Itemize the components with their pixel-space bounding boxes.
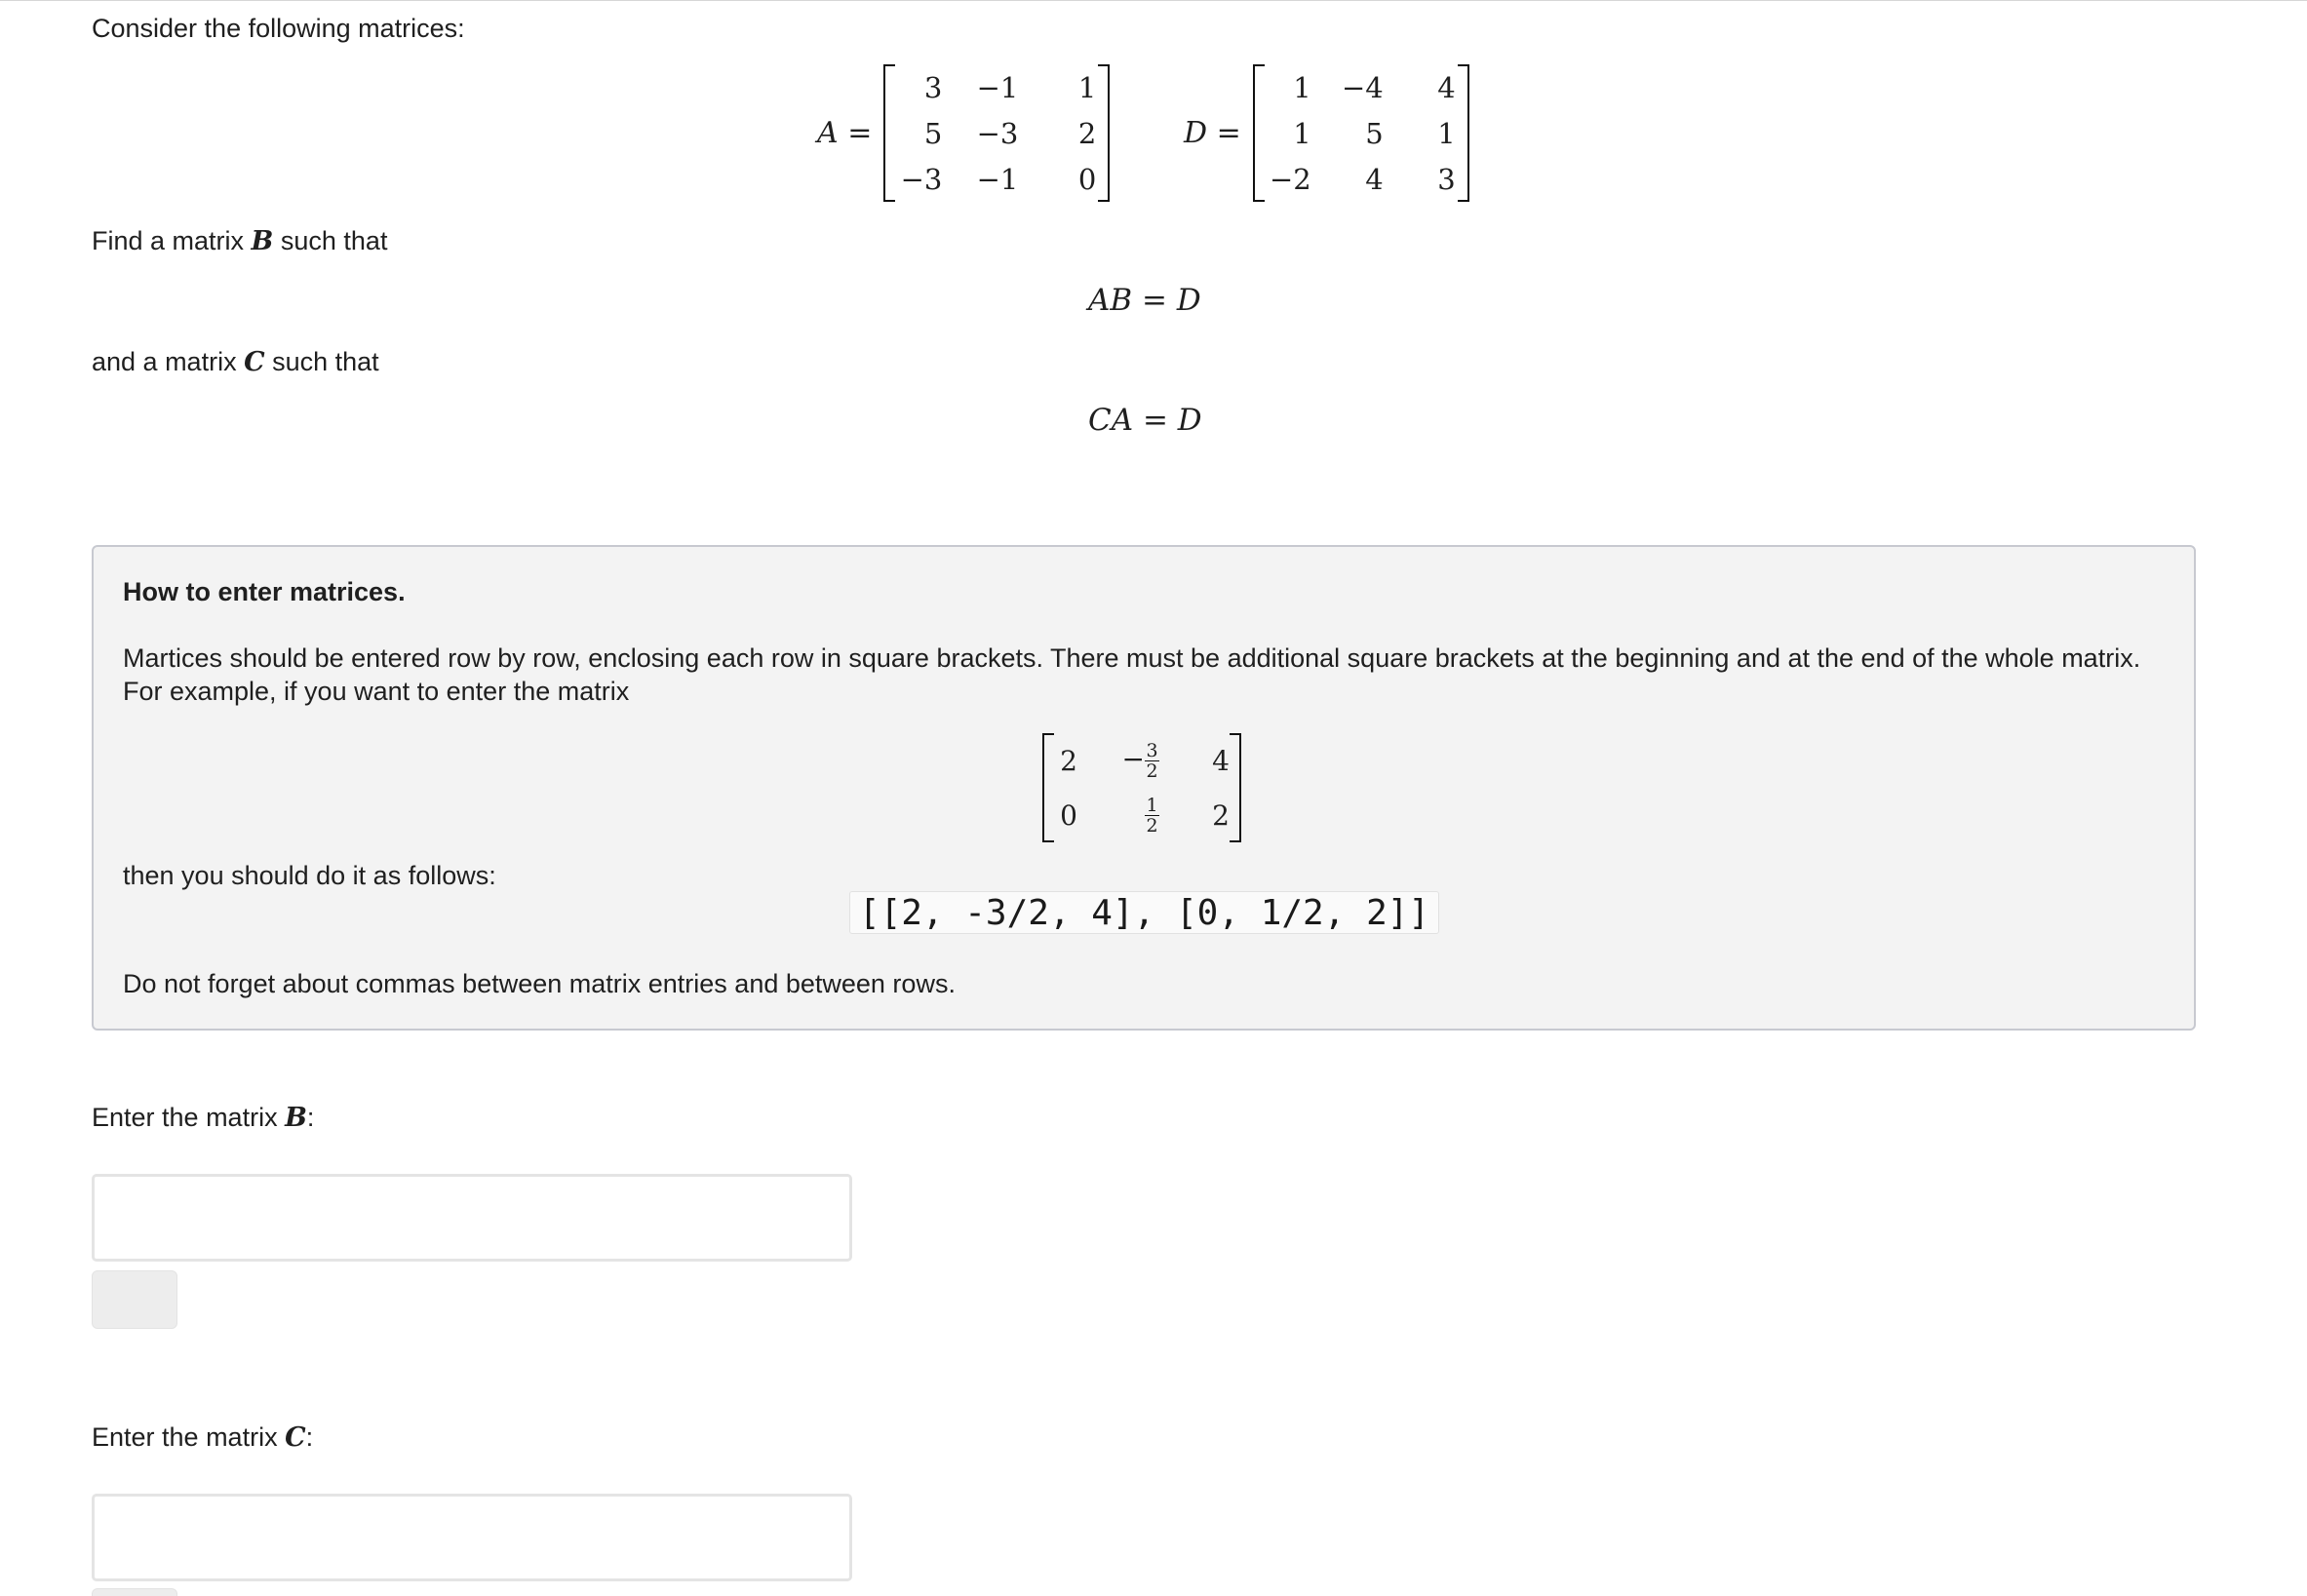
top-divider [0, 0, 2307, 1]
matrix-c-input[interactable] [92, 1494, 852, 1581]
matrix-d-label: D = [1184, 116, 1241, 150]
matrix-a-cell: 2 [1077, 116, 1097, 150]
matrix-d-cell: −4 [1341, 70, 1384, 104]
enter-c-label: Enter the matrix C: [92, 1422, 314, 1453]
example-cell: 4 [1212, 744, 1230, 777]
matrix-d-cell: −2 [1269, 162, 1311, 196]
example-cell: 0 [1060, 798, 1077, 832]
example-cell-frac: $\frac{1}{2}$ [1146, 794, 1158, 837]
example-cell: 2 [1212, 798, 1230, 832]
enter-b-label: Enter the matrix B: [92, 1103, 315, 1133]
matrix-d-cell: 1 [1437, 116, 1456, 150]
matrix-a-cell: 1 [1077, 70, 1097, 104]
matrix-c-preview-button[interactable] [92, 1588, 177, 1596]
intro-text: Consider the following matrices: [92, 14, 465, 43]
matrix-a-cell: 3 [923, 70, 943, 104]
example-matrix [1042, 733, 1241, 842]
matrix-d-cell: 4 [1365, 162, 1384, 196]
matrix-d-cell: 5 [1365, 116, 1384, 150]
matrix-a-cell: 0 [1077, 162, 1097, 196]
matrix-a-cell: 5 [923, 116, 943, 150]
var-b: B [251, 226, 274, 256]
equation-ca-d: CA = D [1088, 403, 1202, 438]
find-c-text: and a matrix C such that [92, 347, 379, 377]
matrix-b-preview-button[interactable] [92, 1270, 177, 1329]
matrix-a [817, 64, 1110, 202]
matrix-a-cell: −3 [900, 162, 943, 196]
var-c: C [244, 347, 265, 377]
matrix-a-cell: −1 [976, 162, 1019, 196]
matrix-d-cell: 1 [1293, 70, 1311, 104]
info-title: How to enter matrices. [123, 577, 406, 606]
matrix-a-cell: −3 [976, 116, 1019, 150]
find-b-text: Find a matrix B such that [92, 226, 388, 256]
matrix-d [1184, 64, 1469, 202]
example-cell-frac: − $\frac{3}{2}$ [1121, 739, 1158, 782]
matrix-d-cell: 4 [1437, 70, 1456, 104]
reminder-text: Do not forget about commas between matrix entries and between rows. [123, 969, 956, 998]
matrix-a-label: A = [817, 116, 873, 150]
then-text: then you should do it as follows: [123, 861, 496, 890]
matrix-d-cell: 3 [1437, 162, 1456, 196]
matrix-b-input[interactable] [92, 1174, 852, 1262]
matrix-a-cell: −1 [976, 70, 1019, 104]
matrix-d-cell: 1 [1293, 116, 1311, 150]
equation-ab-d: AB = D [1088, 283, 1201, 318]
example-cell: 2 [1060, 744, 1077, 777]
info-body: Martices should be entered row by row, enclosing each row in square brackets. There must be additional square brackets at the beginning and at the end of the whole matrix. For example, if you want to enter the matrix [123, 643, 2141, 706]
code-example: [[2, -3/2, 4], [0, 1/2, 2]] [849, 891, 1439, 934]
